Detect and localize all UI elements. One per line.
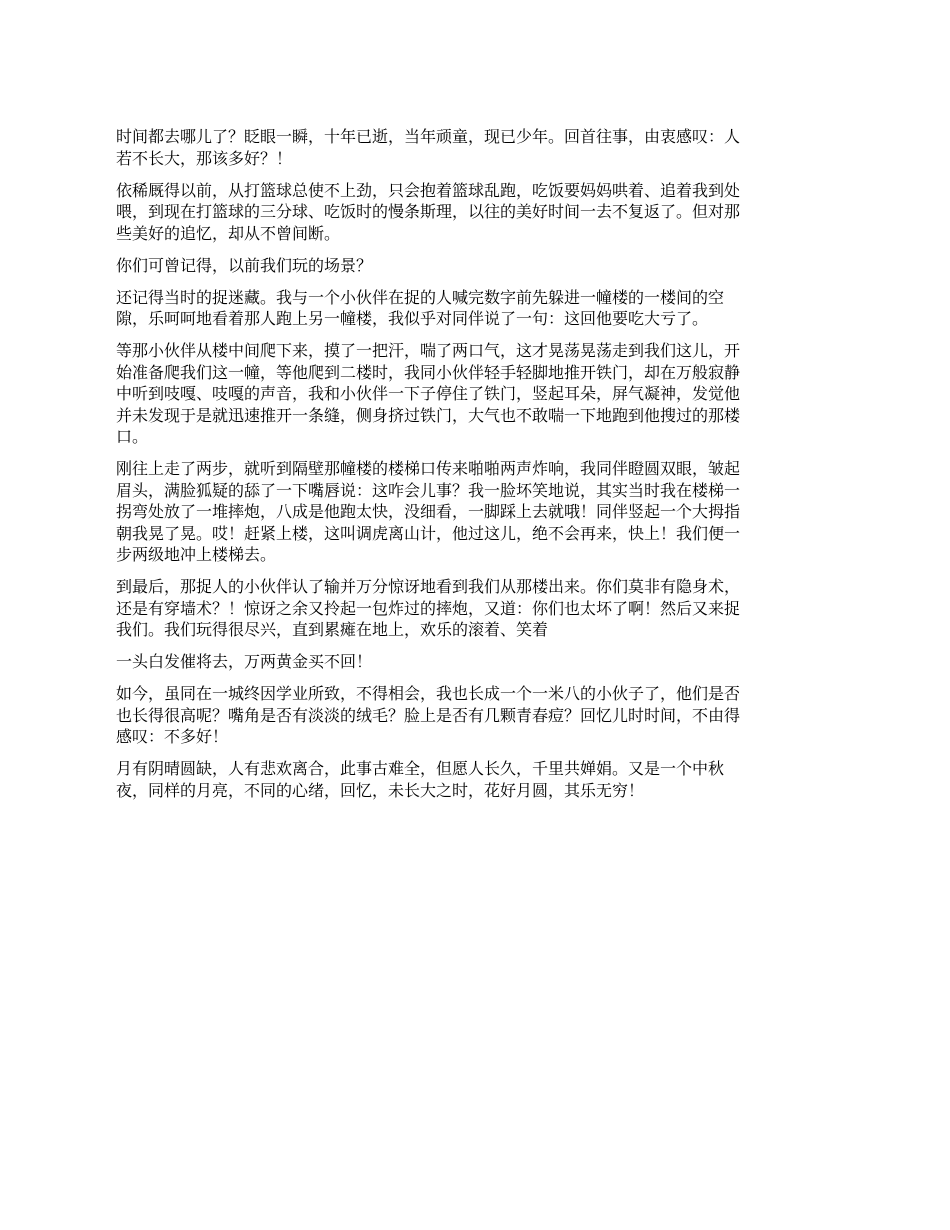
paragraph-4: 还记得当时的捉迷藏。我与一个小伙伴在捉的人喊完数字前先躲进一幢楼的一楼间的空 隙，乐呵呵地看着那人跑上另一幢楼，我似乎对同伴说了一句：这回他要吃大亏了。 xyxy=(116,287,725,328)
paragraph-2: 依稀厩得以前，从打篮球总使不上劲，只会抱着篮球乱跑，吃饭要妈妈哄着、追着我到处 喂，到现在打篮球的三分球、吃饭时的慢条斯理，以往的美好时间一去不复返了。但对那 些美好的追忆，却从不曾间断。 xyxy=(116,180,741,243)
paragraph-9: 如今，虽同在一城终因学业所致，不得相会，我也长成一个一米八的小伙子了，他们是否 也长得很高呢？嘴角是否有淡淡的绒毛？脸上是否有几颗青春痘？回忆儿时时间，不由得 感叹：不多好！ xyxy=(116,684,741,746)
document-body xyxy=(116,126,840,812)
paragraph-3: 你们可曾记得，以前我们玩的场景？ xyxy=(116,255,373,275)
paragraph-1: 时间都去哪儿了？眨眼一瞬，十年已逝，当年顽童，现已少年。回首往事，由衷感叹：人 若不长大，那该多好？！ xyxy=(116,127,741,168)
paragraph-5: 等那小伙伴从楼中间爬下来，摸了一把汗，喘了两口气，这才晃荡晃荡走到我们这儿，开 始准备爬我们这一幢，等他爬到二楼时，我同小伙伴轻手轻脚地推开铁门，却在万般寂静 中听到吱嘎、吱嘎的声音，我和小伙伴一下子停住了铁门，竖起耳朵，屏气凝神，发觉他 并未发现于是就迅速推开一条缝，侧身挤过铁门，大气也不敢喘一下地跑到他搜过的那楼 口。 xyxy=(116,341,741,446)
paragraph-10: 月有阴晴圆缺，人有悲欢离合，此事古难全，但愿人长久，千里共婵娟。又是一个中秋 夜，同样的月亮，不同的心绪，回忆，未长大之时，花好月圆，其乐无穷！ xyxy=(116,759,725,800)
paragraph-8: 一头白发催将去，万两黄金买不回！ xyxy=(116,652,373,671)
paragraph-7: 到最后，那捉人的小伙伴认了输并万分惊讶地看到我们从那楼出来。你们莫非有隐身术， 还是有穿墙术？！惊讶之余又拎起一包炸过的摔炮，又道：你们也太坏了啊！然后又来捉 我们。我们玩得很尽兴，直到累瘫在地上，欢乐的滚着、笑着 xyxy=(116,577,741,639)
paragraph-6: 刚往上走了两步，就听到隔壁那幢楼的楼梯口传来啪啪两声炸响，我同伴瞪圆双眼，皱起 眉头，满脸狐疑的舔了一下嘴唇说：这咋会儿事？我一脸坏笑地说，其实当时我在楼梯一 拐弯处放了一堆摔炮，八成是他跑太快，没细看，一脚踩上去就哦！同伴竖起一个大拇指 朝我晃了晃。哎！赶紧上楼，这叫调虎离山计，他过这儿，绝不会再来，快上！我们便一 步两级地冲上楼梯去。 xyxy=(116,459,741,564)
